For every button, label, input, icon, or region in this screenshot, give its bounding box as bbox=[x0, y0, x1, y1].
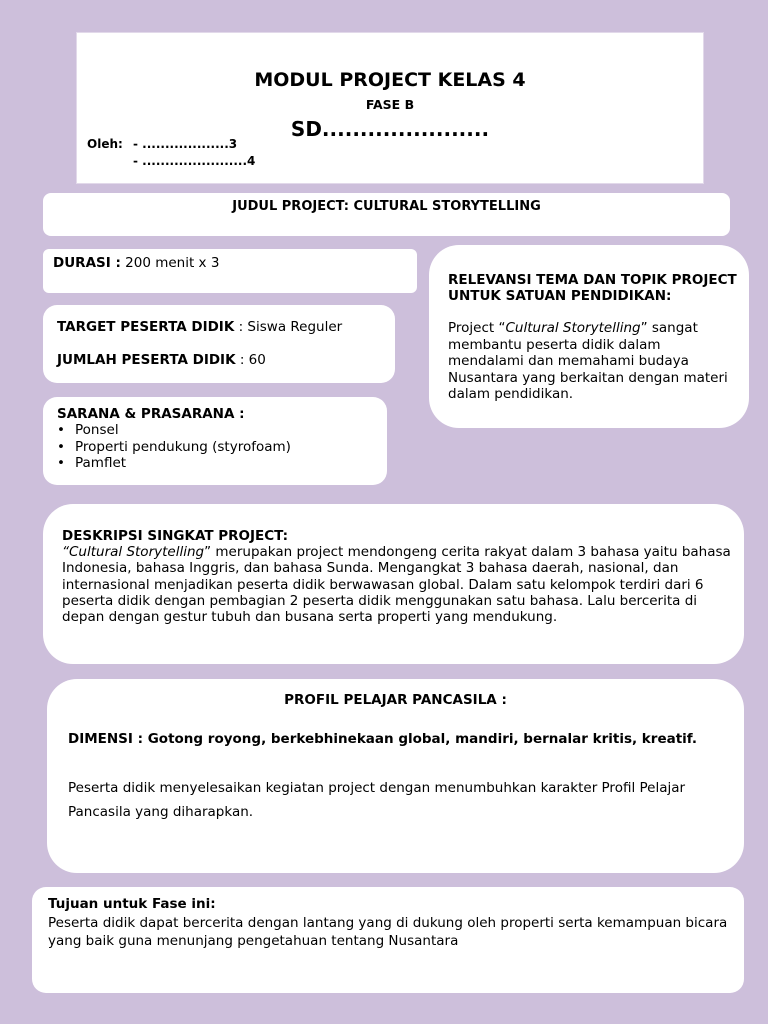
module-title: MODUL PROJECT KELAS 4 bbox=[254, 69, 526, 91]
profile-text: Peserta didik menyelesaikan kegiatan project dengan menumbuhkan karakter Profil Pelajar Pancasila yang diharapkan. bbox=[68, 780, 686, 820]
target-label: TARGET PESERTA DIDIK bbox=[57, 319, 235, 335]
oleh-label: Oleh: bbox=[87, 137, 123, 151]
target-box bbox=[43, 305, 395, 383]
profile-heading: PROFIL PELAJAR PANCASILA : bbox=[284, 692, 507, 708]
facilities-list bbox=[57, 422, 291, 472]
description-box bbox=[43, 504, 744, 664]
relevance-text bbox=[448, 320, 738, 403]
school-name: SD...................... bbox=[290, 117, 490, 141]
description-text-rest: ” merupakan project mendongeng cerita rakyat dalam 3 bahasa yaitu bahasa Indonesia, bahasa Inggris, dan bahasa Sunda. Mengangkat 3 bahasa daerah, nasional, dan internasional menjadikan peserta didik berwawasan global. Dalam satu kelompok terdiri dari 6 peserta didik dengan pembagian 2 peserta didik menggunakan satu bahasa. Lalu bercerita di depan dengan gestur tubuh dan busana serta properti yang mendukung. bbox=[62, 544, 731, 626]
count-label: JUMLAH PESERTA DIDIK bbox=[57, 352, 236, 368]
goal-text: Peserta didik dapat bercerita dengan lantang yang di dukung oleh properti serta kemampuan bicara yang baik guna menunjang pengetahuan tentang Nusantara bbox=[48, 915, 728, 949]
list-item: • Pamflet bbox=[57, 455, 291, 472]
duration-box bbox=[43, 249, 417, 293]
relevance-text-start: Project “ bbox=[448, 320, 506, 336]
header-box bbox=[76, 32, 704, 184]
duration-value: 200 menit x 3 bbox=[120, 255, 220, 271]
facilities-heading: SARANA & PRASARANA : bbox=[57, 406, 245, 422]
relevance-text-italic: Cultural Storytelling bbox=[505, 320, 641, 336]
description-text-italic: “Cultural Storytelling bbox=[62, 544, 205, 560]
target-value: : Siswa Reguler bbox=[234, 319, 343, 335]
description-text bbox=[62, 544, 732, 625]
goal-heading: Tujuan untuk Fase ini: bbox=[48, 896, 216, 912]
fase-label: FASE B bbox=[365, 97, 415, 112]
facilities-box bbox=[43, 397, 387, 485]
duration-line bbox=[53, 255, 219, 271]
project-title: JUDUL PROJECT: CULTURAL STORYTELLING bbox=[232, 199, 541, 214]
project-title-box bbox=[43, 193, 730, 236]
count-line bbox=[57, 352, 266, 368]
list-item: • Properti pendukung (styrofoam) bbox=[57, 439, 291, 456]
author-2: - .......................4 bbox=[133, 154, 256, 168]
author-1: - ...................3 bbox=[133, 137, 238, 151]
list-item: • Ponsel bbox=[57, 422, 291, 439]
relevance-text-end: ” sangat membantu peserta didik dalam mendalami dan memahami budaya Nusantara yang berkaitan dengan materi dalam pendidikan. bbox=[448, 320, 728, 402]
dimension-text: DIMENSI : Gotong royong, berkebhinekaan global, mandiri, bernalar kritis, kreatif. bbox=[68, 731, 698, 747]
goal-box bbox=[32, 887, 744, 993]
duration-label: DURASI : bbox=[53, 255, 121, 271]
count-value: : 60 bbox=[235, 352, 266, 368]
relevance-heading: RELEVANSI TEMA DAN TOPIK PROJECT UNTUK SATUAN PENDIDIKAN: bbox=[448, 272, 737, 304]
relevance-box bbox=[429, 245, 749, 428]
description-heading: DESKRIPSI SINGKAT PROJECT: bbox=[62, 528, 289, 544]
profile-box bbox=[47, 679, 744, 873]
target-line bbox=[57, 319, 342, 335]
